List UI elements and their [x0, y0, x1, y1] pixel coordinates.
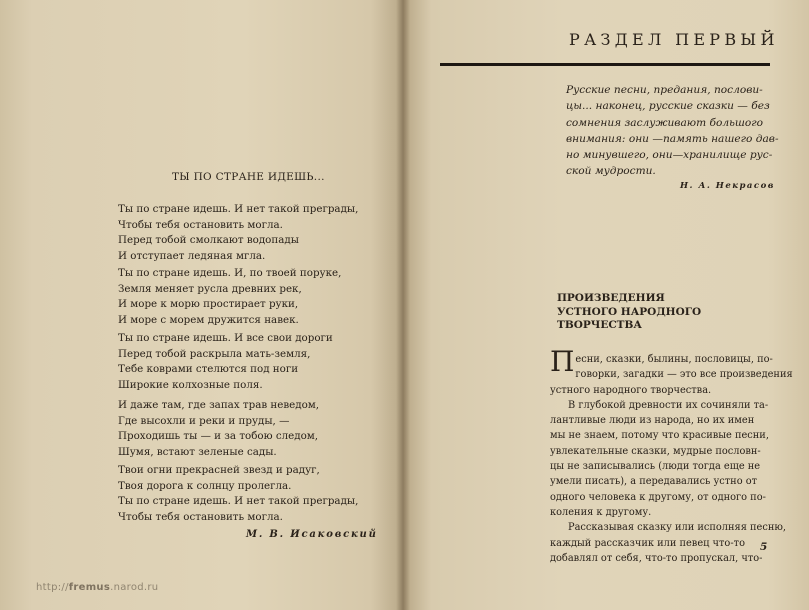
body-line: В глубокой древности их сочиняли та- [568, 399, 769, 411]
poem-line: Где высохли и реки и пруды, — [118, 414, 290, 427]
poem-line: И даже там, где запах трав неведом, [118, 399, 320, 411]
poem-line: Чтобы тебя остановить могла. [118, 218, 283, 231]
epigraph [566, 82, 779, 180]
poem-author: М. В. Исаковский [246, 529, 378, 540]
watermark-suffix: .narod.ru [110, 582, 159, 593]
body-line: есни, сказки, былины, пословицы, по- [575, 354, 773, 365]
epigraph-line: сомнения заслуживают большого [566, 116, 764, 129]
poem-line: Ты по стране идешь. И, по твоей поруке, [118, 267, 342, 279]
drop-cap: П [550, 345, 575, 378]
poem-line: Ты по стране идешь. И все свои дороги [118, 332, 333, 344]
body-line: говорки, загадки — это все произведения [575, 369, 793, 381]
chapter-title-line: УСТНОГО НАРОДНОГО [557, 305, 702, 318]
poem-line: Широкие колхозные поля. [118, 379, 263, 392]
watermark-site: fremus [68, 582, 111, 593]
chapter-title [557, 292, 701, 333]
body-line: мы не знаем, потому что красивые песни, [550, 430, 769, 442]
poem-line: Перед тобой смолкают водопады [118, 234, 299, 247]
epigraph-line: ской мудрости. [566, 165, 656, 178]
heading-rule [440, 63, 770, 66]
chapter-title-line: ПРОИЗВЕДЕНИЯ [557, 292, 665, 304]
body-line: добавлял от себя, что-то пропускал, что- [550, 552, 763, 564]
poem-line: Чтобы тебя остановить могла. [118, 511, 283, 524]
stanza-5 [118, 463, 358, 526]
epigraph-author: Н. А. Некрасов [680, 181, 775, 191]
book-spine [396, 0, 410, 610]
poem-line: Шумя, встают зеленые сады. [118, 446, 277, 459]
page-number: 5 [760, 541, 768, 553]
poem-line: Проходишь ты — и за тобою следом, [118, 430, 319, 443]
poem-line: Перед тобой раскрыла мать-земля, [118, 347, 311, 360]
body-line: лантливые люди из народа, но их имен [550, 415, 755, 427]
epigraph-line: но минувшего, они—хранилище рус- [566, 149, 773, 162]
body-line: коления к другому. [550, 506, 652, 518]
stanza-1 [118, 202, 358, 265]
watermark-prefix: http:// [36, 582, 69, 593]
body-line: умели писать), а передавались устно от [550, 476, 758, 488]
poem-line: И море с морем дружится навек. [118, 314, 299, 327]
section-heading: РАЗДЕЛ ПЕРВЫЙ [569, 30, 779, 49]
poem-line: И море к морю простирает руки, [118, 298, 299, 311]
chapter-title-line: ТВОРЧЕСТВА [557, 319, 642, 331]
epigraph-line: внимания: они —память нашего дав- [566, 132, 779, 145]
poem-line: И отступает ледяная мгла. [118, 250, 266, 263]
body-line: одного человека к другому, от одного по- [550, 491, 766, 503]
body-line: увлекательные сказки, мудрые пословн- [550, 445, 761, 457]
epigraph-line: Русские песни, предания, послови- [566, 84, 763, 96]
poem-line: Ты по стране идешь. И нет такой преграды, [118, 203, 359, 215]
poem-line: Твои огни прекрасней звезд и радуг, [118, 464, 320, 476]
poem-title: ТЫ ПО СТРАНЕ ИДЕШЬ... [172, 171, 325, 183]
poem-line: Ты по стране идешь. И нет такой преграды, [118, 495, 359, 508]
poem-line: Тебе коврами стелются под ноги [118, 363, 299, 376]
watermark [36, 582, 158, 593]
body-line: устного народного творчества. [550, 384, 712, 396]
body-text [550, 345, 793, 566]
poem-line: Твоя дорога к солнцу пролегла. [118, 479, 292, 492]
epigraph-line: цы... наконец, русские сказки — без [566, 100, 770, 113]
stanza-4 [118, 398, 319, 461]
stanza-2 [118, 266, 341, 329]
body-line: Рассказывая сказку или исполняя песню, [568, 522, 787, 534]
body-line: каждый рассказчик или певец что-то [550, 537, 745, 549]
poem-line: Земля меняет русла древних рек, [118, 282, 302, 295]
body-line: цы не записывались (люди тогда еще не [550, 461, 761, 473]
stanza-3 [118, 331, 333, 394]
